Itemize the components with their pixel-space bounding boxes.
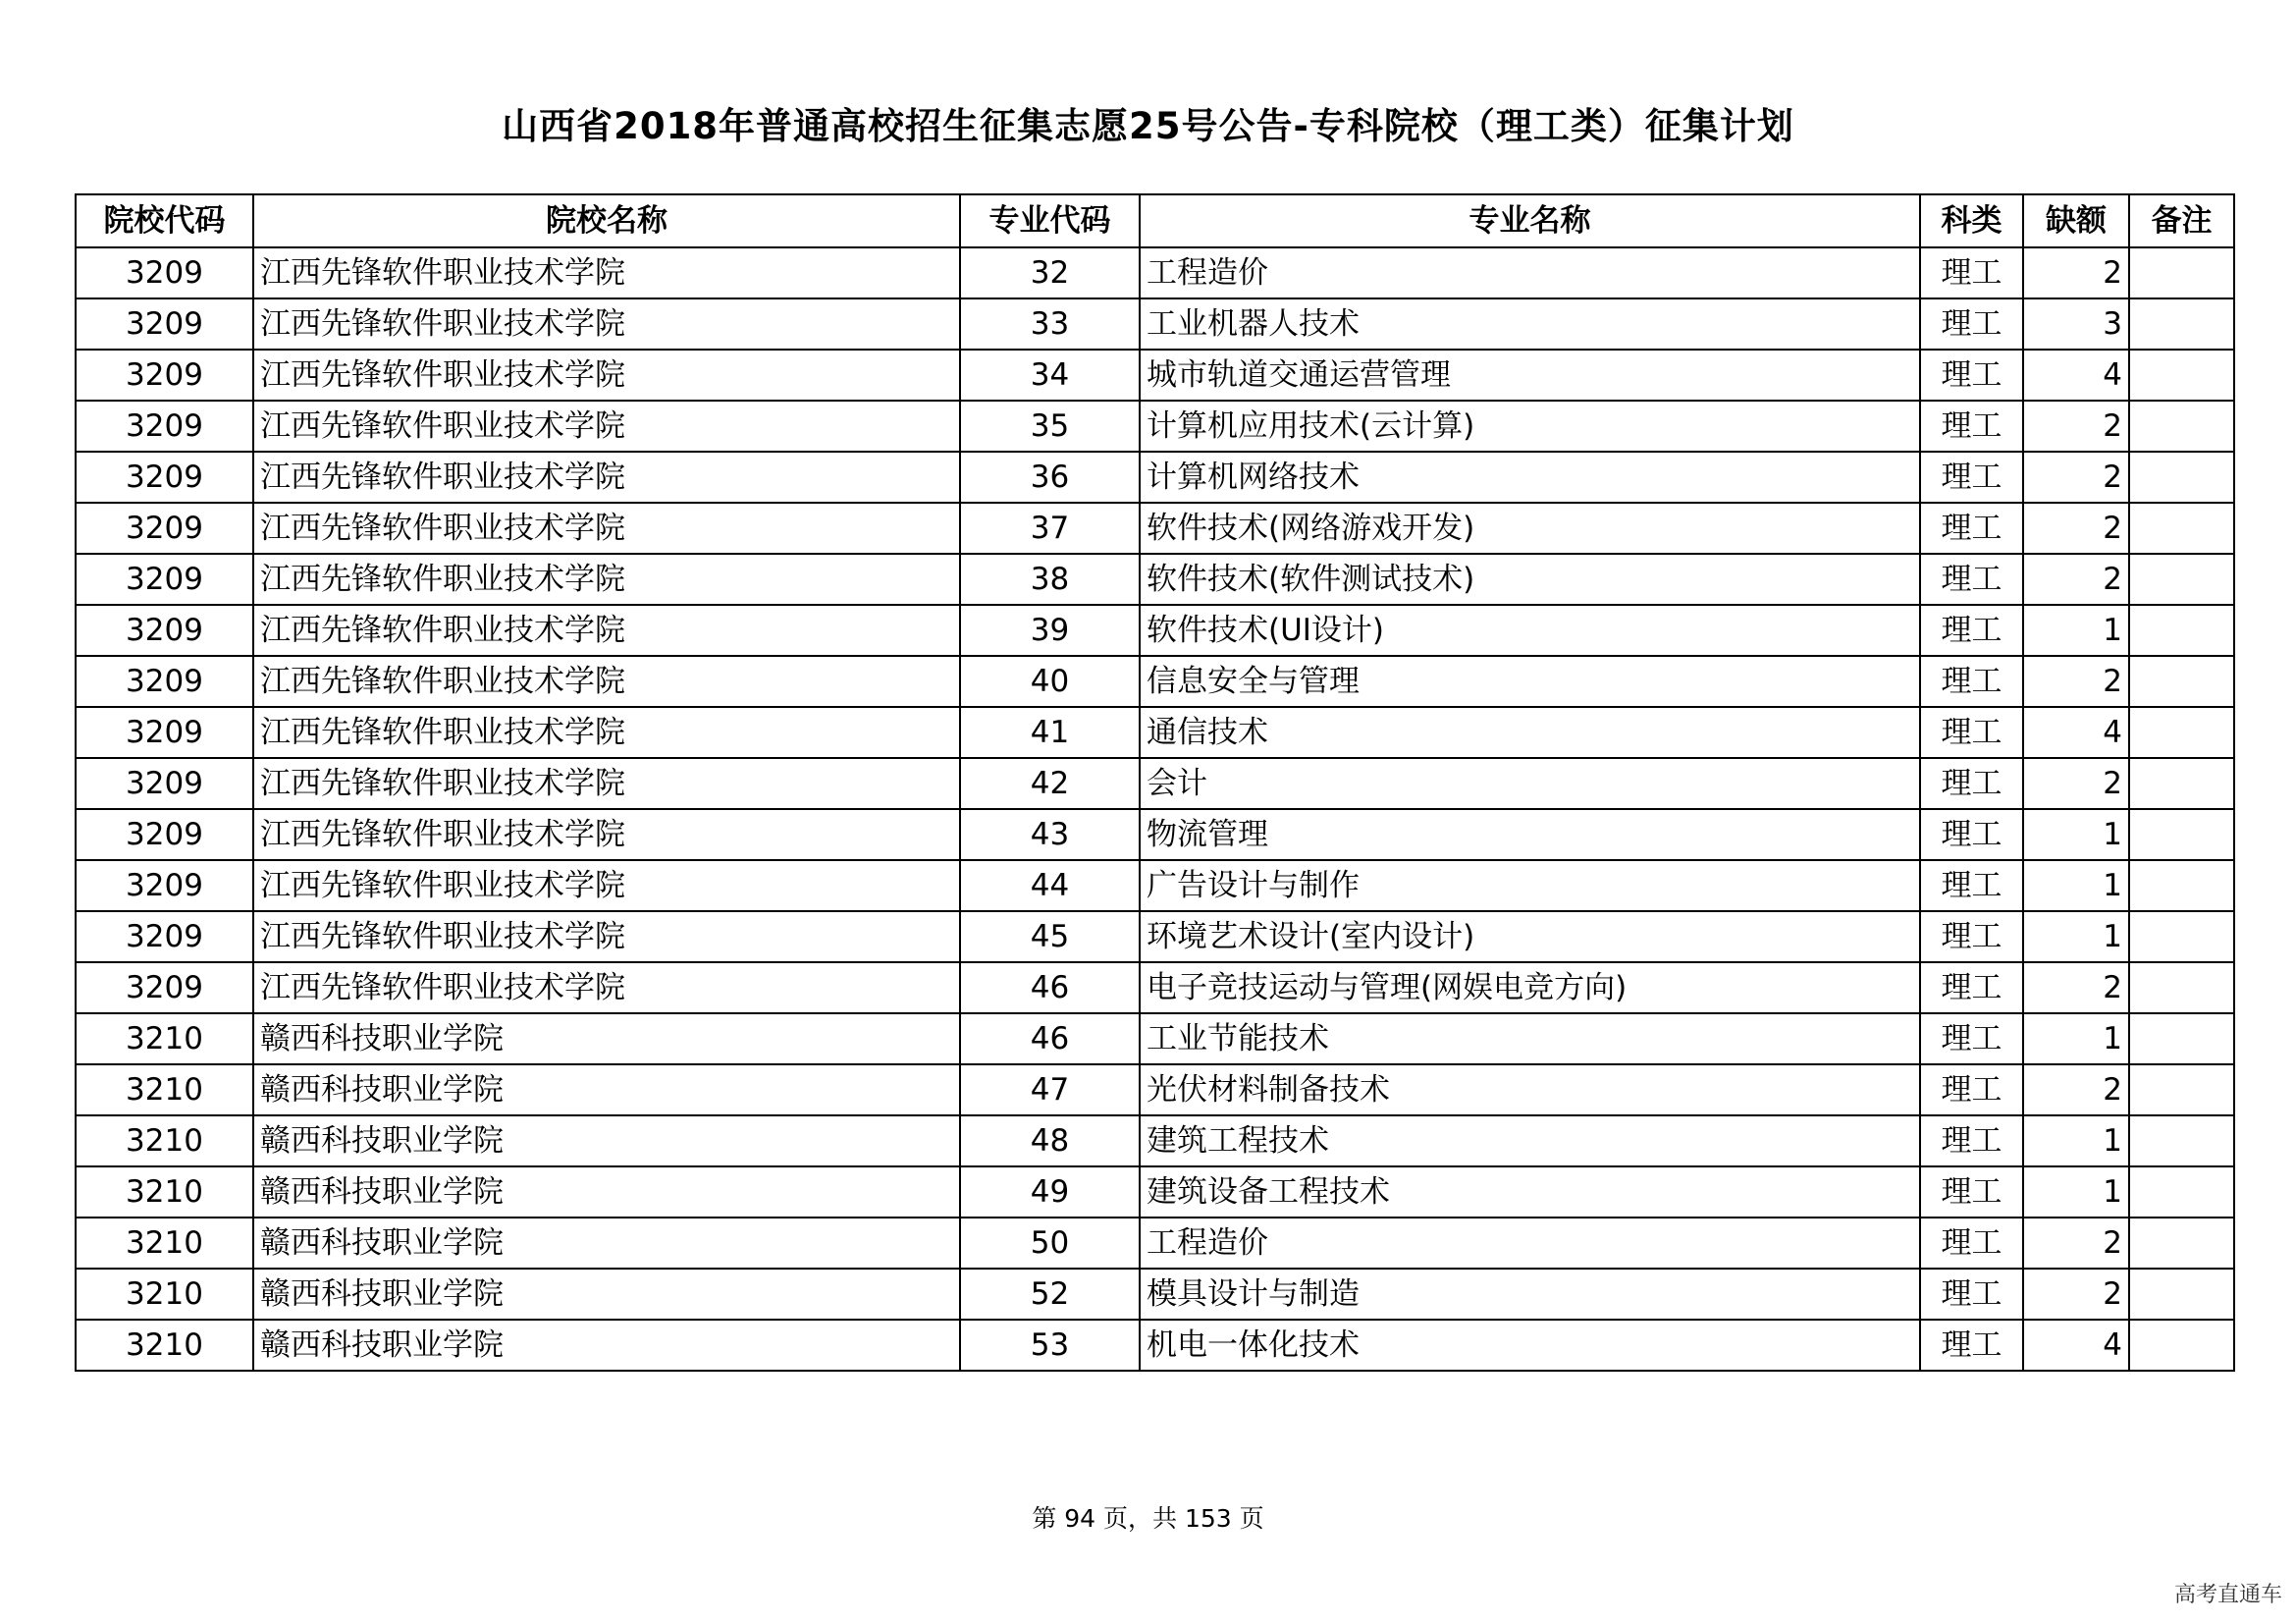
cell-note xyxy=(2129,1166,2234,1218)
cell-major-name: 软件技术(UI设计) xyxy=(1140,605,1920,656)
table-header-row xyxy=(76,194,2234,247)
cell-school-name: 江西先锋软件职业技术学院 xyxy=(253,809,960,860)
column-header-note: 备注 xyxy=(2129,194,2234,247)
cell-category: 理工 xyxy=(1920,247,2023,298)
column-header-major-code: 专业代码 xyxy=(960,194,1140,247)
table-row xyxy=(76,962,2234,1013)
cell-school-code: 3209 xyxy=(76,554,253,605)
cell-vacancy: 2 xyxy=(2023,247,2129,298)
cell-major-name: 软件技术(网络游戏开发) xyxy=(1140,503,1920,554)
cell-major-name: 计算机网络技术 xyxy=(1140,452,1920,503)
cell-category: 理工 xyxy=(1920,503,2023,554)
cell-category: 理工 xyxy=(1920,1320,2023,1371)
cell-school-code: 3209 xyxy=(76,809,253,860)
cell-major-code: 43 xyxy=(960,809,1140,860)
cell-school-name: 江西先锋软件职业技术学院 xyxy=(253,656,960,707)
cell-school-name: 赣西科技职业学院 xyxy=(253,1320,960,1371)
cell-category: 理工 xyxy=(1920,1115,2023,1166)
table-row xyxy=(76,298,2234,350)
table-row xyxy=(76,860,2234,911)
cell-school-name: 江西先锋软件职业技术学院 xyxy=(253,554,960,605)
cell-school-code: 3209 xyxy=(76,350,253,401)
watermark: 高考直通车 xyxy=(2173,1583,2282,1607)
cell-major-code: 45 xyxy=(960,911,1140,962)
cell-note xyxy=(2129,962,2234,1013)
cell-note xyxy=(2129,809,2234,860)
cell-note xyxy=(2129,1115,2234,1166)
cell-major-code: 44 xyxy=(960,860,1140,911)
cell-major-name: 光伏材料制备技术 xyxy=(1140,1064,1920,1115)
cell-vacancy: 1 xyxy=(2023,809,2129,860)
page-title: 山西省2018年普通高校招生征集志愿25号公告-专科院校（理工类）征集计划 xyxy=(502,105,1794,147)
cell-note xyxy=(2129,1269,2234,1320)
cell-school-name: 江西先锋软件职业技术学院 xyxy=(253,401,960,452)
cell-category: 理工 xyxy=(1920,1064,2023,1115)
cell-major-name: 城市轨道交通运营管理 xyxy=(1140,350,1920,401)
cell-note xyxy=(2129,1218,2234,1269)
cell-major-code: 33 xyxy=(960,298,1140,350)
cell-school-code: 3210 xyxy=(76,1269,253,1320)
table-row xyxy=(76,247,2234,298)
table-row xyxy=(76,911,2234,962)
cell-vacancy: 2 xyxy=(2023,401,2129,452)
cell-note xyxy=(2129,860,2234,911)
cell-vacancy: 1 xyxy=(2023,1115,2129,1166)
table-row xyxy=(76,1064,2234,1115)
table-row xyxy=(76,1115,2234,1166)
cell-major-name: 会计 xyxy=(1140,758,1920,809)
table-row xyxy=(76,503,2234,554)
cell-category: 理工 xyxy=(1920,1166,2023,1218)
cell-category: 理工 xyxy=(1920,554,2023,605)
cell-category: 理工 xyxy=(1920,605,2023,656)
cell-major-name: 物流管理 xyxy=(1140,809,1920,860)
cell-school-code: 3210 xyxy=(76,1115,253,1166)
cell-school-name: 江西先锋软件职业技术学院 xyxy=(253,962,960,1013)
cell-school-name: 江西先锋软件职业技术学院 xyxy=(253,350,960,401)
cell-school-name: 江西先锋软件职业技术学院 xyxy=(253,860,960,911)
cell-major-name: 机电一体化技术 xyxy=(1140,1320,1920,1371)
cell-school-name: 江西先锋软件职业技术学院 xyxy=(253,707,960,758)
cell-major-code: 49 xyxy=(960,1166,1140,1218)
cell-major-code: 34 xyxy=(960,350,1140,401)
cell-major-code: 40 xyxy=(960,656,1140,707)
cell-major-code: 46 xyxy=(960,962,1140,1013)
cell-vacancy: 2 xyxy=(2023,656,2129,707)
cell-vacancy: 1 xyxy=(2023,911,2129,962)
column-header-category: 科类 xyxy=(1920,194,2023,247)
cell-note xyxy=(2129,401,2234,452)
cell-school-name: 江西先锋软件职业技术学院 xyxy=(253,758,960,809)
cell-major-name: 建筑设备工程技术 xyxy=(1140,1166,1920,1218)
cell-major-name: 工业机器人技术 xyxy=(1140,298,1920,350)
cell-vacancy: 2 xyxy=(2023,503,2129,554)
table-body xyxy=(76,247,2234,1371)
cell-note xyxy=(2129,758,2234,809)
cell-category: 理工 xyxy=(1920,911,2023,962)
cell-category: 理工 xyxy=(1920,962,2023,1013)
cell-vacancy: 1 xyxy=(2023,1166,2129,1218)
table-row xyxy=(76,1320,2234,1371)
table-row xyxy=(76,1013,2234,1064)
cell-category: 理工 xyxy=(1920,401,2023,452)
cell-school-name: 赣西科技职业学院 xyxy=(253,1013,960,1064)
cell-note xyxy=(2129,247,2234,298)
cell-major-name: 环境艺术设计(室内设计) xyxy=(1140,911,1920,962)
cell-vacancy: 1 xyxy=(2023,860,2129,911)
cell-category: 理工 xyxy=(1920,298,2023,350)
cell-category: 理工 xyxy=(1920,758,2023,809)
table-row xyxy=(76,554,2234,605)
enrollment-plan-table xyxy=(75,193,2235,1372)
cell-major-code: 39 xyxy=(960,605,1140,656)
table-row xyxy=(76,809,2234,860)
cell-vacancy: 1 xyxy=(2023,605,2129,656)
table-row xyxy=(76,1166,2234,1218)
cell-vacancy: 1 xyxy=(2023,1013,2129,1064)
table-row xyxy=(76,707,2234,758)
column-header-major-name: 专业名称 xyxy=(1140,194,1920,247)
cell-category: 理工 xyxy=(1920,1218,2023,1269)
cell-category: 理工 xyxy=(1920,707,2023,758)
column-header-vacancy: 缺额 xyxy=(2023,194,2129,247)
cell-major-name: 模具设计与制造 xyxy=(1140,1269,1920,1320)
cell-school-name: 江西先锋软件职业技术学院 xyxy=(253,503,960,554)
cell-school-name: 赣西科技职业学院 xyxy=(253,1269,960,1320)
cell-school-name: 江西先锋软件职业技术学院 xyxy=(253,911,960,962)
cell-vacancy: 2 xyxy=(2023,452,2129,503)
table-row xyxy=(76,401,2234,452)
table-row xyxy=(76,656,2234,707)
column-header-school-name: 院校名称 xyxy=(253,194,960,247)
cell-school-code: 3209 xyxy=(76,298,253,350)
cell-major-name: 软件技术(软件测试技术) xyxy=(1140,554,1920,605)
cell-school-code: 3210 xyxy=(76,1218,253,1269)
cell-major-code: 52 xyxy=(960,1269,1140,1320)
cell-school-code: 3210 xyxy=(76,1064,253,1115)
cell-major-name: 通信技术 xyxy=(1140,707,1920,758)
cell-note xyxy=(2129,605,2234,656)
cell-major-name: 工程造价 xyxy=(1140,247,1920,298)
cell-school-name: 江西先锋软件职业技术学院 xyxy=(253,452,960,503)
cell-major-code: 32 xyxy=(960,247,1140,298)
cell-note xyxy=(2129,707,2234,758)
cell-school-name: 江西先锋软件职业技术学院 xyxy=(253,247,960,298)
cell-school-name: 江西先锋软件职业技术学院 xyxy=(253,298,960,350)
table-row xyxy=(76,1218,2234,1269)
cell-category: 理工 xyxy=(1920,860,2023,911)
cell-major-code: 48 xyxy=(960,1115,1140,1166)
cell-major-name: 信息安全与管理 xyxy=(1140,656,1920,707)
cell-school-code: 3210 xyxy=(76,1166,253,1218)
cell-vacancy: 4 xyxy=(2023,350,2129,401)
cell-school-name: 赣西科技职业学院 xyxy=(253,1115,960,1166)
cell-vacancy: 3 xyxy=(2023,298,2129,350)
cell-vacancy: 2 xyxy=(2023,1269,2129,1320)
cell-note xyxy=(2129,1013,2234,1064)
cell-note xyxy=(2129,298,2234,350)
cell-school-code: 3209 xyxy=(76,758,253,809)
table-row xyxy=(76,1269,2234,1320)
cell-school-code: 3209 xyxy=(76,707,253,758)
table-row xyxy=(76,605,2234,656)
table-row xyxy=(76,452,2234,503)
cell-note xyxy=(2129,656,2234,707)
cell-major-code: 36 xyxy=(960,452,1140,503)
cell-school-code: 3209 xyxy=(76,452,253,503)
cell-vacancy: 4 xyxy=(2023,1320,2129,1371)
cell-vacancy: 2 xyxy=(2023,554,2129,605)
cell-major-code: 47 xyxy=(960,1064,1140,1115)
cell-school-code: 3209 xyxy=(76,860,253,911)
cell-school-code: 3210 xyxy=(76,1013,253,1064)
cell-note xyxy=(2129,554,2234,605)
cell-vacancy: 2 xyxy=(2023,962,2129,1013)
cell-school-code: 3209 xyxy=(76,605,253,656)
table-row xyxy=(76,350,2234,401)
table-row xyxy=(76,758,2234,809)
cell-vacancy: 4 xyxy=(2023,707,2129,758)
cell-major-name: 工业节能技术 xyxy=(1140,1013,1920,1064)
cell-school-code: 3209 xyxy=(76,962,253,1013)
cell-note xyxy=(2129,1064,2234,1115)
cell-category: 理工 xyxy=(1920,1013,2023,1064)
cell-school-name: 赣西科技职业学院 xyxy=(253,1166,960,1218)
cell-major-name: 计算机应用技术(云计算) xyxy=(1140,401,1920,452)
cell-school-name: 赣西科技职业学院 xyxy=(253,1218,960,1269)
cell-major-code: 35 xyxy=(960,401,1140,452)
cell-note xyxy=(2129,1320,2234,1371)
cell-school-code: 3209 xyxy=(76,247,253,298)
cell-category: 理工 xyxy=(1920,452,2023,503)
cell-vacancy: 2 xyxy=(2023,758,2129,809)
cell-school-code: 3209 xyxy=(76,401,253,452)
cell-major-name: 工程造价 xyxy=(1140,1218,1920,1269)
cell-major-name: 建筑工程技术 xyxy=(1140,1115,1920,1166)
cell-major-code: 37 xyxy=(960,503,1140,554)
cell-note xyxy=(2129,350,2234,401)
cell-category: 理工 xyxy=(1920,656,2023,707)
cell-note xyxy=(2129,452,2234,503)
cell-vacancy: 2 xyxy=(2023,1064,2129,1115)
cell-vacancy: 2 xyxy=(2023,1218,2129,1269)
cell-major-name: 广告设计与制作 xyxy=(1140,860,1920,911)
cell-note xyxy=(2129,503,2234,554)
cell-school-name: 江西先锋软件职业技术学院 xyxy=(253,605,960,656)
page-number: 第 94 页，共 153 页 xyxy=(1032,1504,1264,1533)
cell-major-code: 38 xyxy=(960,554,1140,605)
cell-major-code: 53 xyxy=(960,1320,1140,1371)
cell-major-code: 41 xyxy=(960,707,1140,758)
cell-major-code: 50 xyxy=(960,1218,1140,1269)
cell-major-name: 电子竞技运动与管理(网娱电竞方向) xyxy=(1140,962,1920,1013)
cell-school-code: 3209 xyxy=(76,656,253,707)
cell-major-code: 42 xyxy=(960,758,1140,809)
cell-school-code: 3209 xyxy=(76,503,253,554)
column-header-school-code: 院校代码 xyxy=(76,194,253,247)
cell-major-code: 46 xyxy=(960,1013,1140,1064)
cell-school-code: 3210 xyxy=(76,1320,253,1371)
cell-category: 理工 xyxy=(1920,350,2023,401)
cell-note xyxy=(2129,911,2234,962)
cell-category: 理工 xyxy=(1920,809,2023,860)
cell-category: 理工 xyxy=(1920,1269,2023,1320)
cell-school-code: 3209 xyxy=(76,911,253,962)
cell-school-name: 赣西科技职业学院 xyxy=(253,1064,960,1115)
